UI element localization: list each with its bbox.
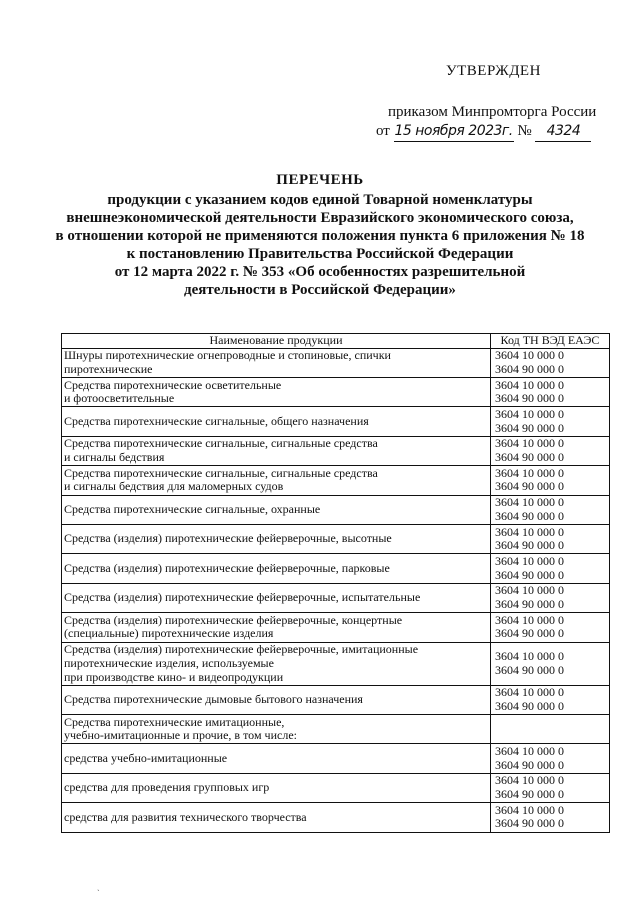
product-name-line: при производстве кино- и видеопродукции <box>64 669 284 684</box>
product-name-line: и сигналы бедствия <box>64 450 165 465</box>
table-row <box>62 715 610 744</box>
header-code: Код ТН ВЭД ЕАЭС <box>491 334 610 349</box>
product-name-cell <box>62 803 491 832</box>
handwritten-number: 4324 <box>535 122 591 142</box>
table-row <box>62 525 610 554</box>
tnved-code: 3604 90 000 0 <box>495 420 564 435</box>
title-line: в отношении которой не применяются положения пункта 6 приложения № 18 <box>55 228 585 244</box>
table-row <box>62 348 610 377</box>
number-prefix: № <box>517 123 532 139</box>
product-table <box>61 333 610 833</box>
product-name-cell <box>62 495 491 524</box>
code-cell <box>491 773 610 802</box>
product-name-line: Средства пиротехнические имитационные, <box>64 714 285 729</box>
code-cell <box>491 407 610 436</box>
code-cell <box>491 436 610 465</box>
handwritten-date: 15 ноября 2023г. <box>394 122 514 142</box>
product-name-cell <box>62 744 491 773</box>
tnved-code: 3604 10 000 0 <box>495 685 564 700</box>
product-name-cell <box>62 583 491 612</box>
title-line: деятельности в Российской Федерации» <box>184 282 456 298</box>
date-prefix: от <box>376 123 390 139</box>
table-row <box>62 744 610 773</box>
table-row <box>62 685 610 714</box>
table-row <box>62 378 610 407</box>
product-name-line: Средства пиротехнические осветительные <box>64 377 282 392</box>
title-line: внешнеэкономической деятельности Евразийского экономического союза, <box>66 210 574 226</box>
tnved-code: 3604 10 000 0 <box>495 377 564 392</box>
table-row <box>62 407 610 436</box>
code-cell <box>491 744 610 773</box>
table-row <box>62 583 610 612</box>
product-name-line: учебно-имитационные и прочие, в том числе: <box>64 728 297 743</box>
code-cell <box>491 378 610 407</box>
product-name-line: и фотоосветительные <box>64 391 175 406</box>
code-cell <box>491 495 610 524</box>
table-header-row <box>62 334 610 349</box>
table-row <box>62 554 610 583</box>
product-name-cell <box>62 407 491 436</box>
tnved-code: 3604 90 000 0 <box>495 757 564 772</box>
order-date-number <box>376 122 591 142</box>
product-name-line: Шнуры пиротехнические огнепроводные и стопиновые, спички <box>64 348 391 363</box>
product-name-line: средства для развития технического творчества <box>64 809 307 824</box>
tnved-code: 3604 90 000 0 <box>495 698 564 713</box>
product-name-cell <box>62 525 491 554</box>
tnved-code: 3604 10 000 0 <box>495 648 564 663</box>
tnved-code: 3604 10 000 0 <box>495 524 564 539</box>
tnved-code: 3604 90 000 0 <box>495 508 564 523</box>
tnved-code: 3604 10 000 0 <box>495 743 564 758</box>
product-name-cell <box>62 642 491 685</box>
tnved-code: 3604 10 000 0 <box>495 612 564 627</box>
tnved-code: 3604 90 000 0 <box>495 361 564 376</box>
tnved-code: 3604 90 000 0 <box>495 538 564 553</box>
tnved-code: 3604 90 000 0 <box>495 816 564 831</box>
product-name-line: Средства пиротехнические дымовые бытового назначения <box>64 692 363 707</box>
tnved-code: 3604 90 000 0 <box>495 479 564 494</box>
table-row <box>62 495 610 524</box>
header-product-name: Наименование продукции <box>62 334 491 349</box>
code-cell <box>491 583 610 612</box>
title-line: от 12 марта 2022 г. № 353 «Об особенностях разрешительной <box>114 264 526 280</box>
tnved-code: 3604 90 000 0 <box>495 662 564 677</box>
title-line: продукции с указанием кодов единой Товарной номенклатуры <box>107 192 533 208</box>
tnved-code: 3604 10 000 0 <box>495 465 564 480</box>
tnved-code: 3604 10 000 0 <box>495 495 564 510</box>
code-cell <box>491 348 610 377</box>
product-name-line: Средства пиротехнические сигнальные, общего назначения <box>64 413 369 428</box>
code-cell <box>491 525 610 554</box>
code-cell <box>491 642 610 685</box>
product-name-line: средства учебно-имитационные <box>64 750 228 765</box>
product-name-cell <box>62 466 491 495</box>
tnved-code: 3604 90 000 0 <box>495 626 564 641</box>
table-row <box>62 803 610 832</box>
product-name-line: Средства пиротехнические сигнальные, охранные <box>64 502 321 516</box>
table-row <box>62 642 610 685</box>
code-cell <box>491 803 610 832</box>
product-name-line: пиротехнические <box>64 361 153 376</box>
table-row <box>62 613 610 642</box>
scan-mark: ˎ <box>97 882 100 891</box>
product-name-cell <box>62 613 491 642</box>
code-cell <box>491 715 610 744</box>
tnved-code: 3604 10 000 0 <box>495 406 564 421</box>
document-title <box>40 171 600 299</box>
product-name-cell <box>62 685 491 714</box>
code-cell <box>491 685 610 714</box>
tnved-code: 3604 90 000 0 <box>495 391 564 406</box>
table-row <box>62 773 610 802</box>
order-line: приказом Минпромторга России <box>388 104 597 120</box>
product-name-line: Средства (изделия) пиротехнические фейерверочные, парковые <box>64 560 390 575</box>
product-name-cell <box>62 436 491 465</box>
product-name-line: (специальные) пиротехнические изделия <box>64 626 274 641</box>
product-name-line: Средства пиротехнические сигнальные, сигнальные средства <box>64 436 378 451</box>
code-cell <box>491 613 610 642</box>
code-cell <box>491 466 610 495</box>
product-name-cell <box>62 348 491 377</box>
title-heading: ПЕРЕЧЕНЬ <box>276 172 364 188</box>
tnved-code: 3604 90 000 0 <box>495 450 564 465</box>
tnved-code: 3604 10 000 0 <box>495 436 564 451</box>
table-row <box>62 436 610 465</box>
table-row <box>62 466 610 495</box>
tnved-code: 3604 10 000 0 <box>495 348 564 363</box>
product-name-cell <box>62 773 491 802</box>
product-name-line: средства для проведения групповых игр <box>64 780 270 795</box>
title-subtitle <box>40 191 600 299</box>
tnved-code: 3604 90 000 0 <box>495 597 564 612</box>
product-name-line: Средства пиротехнические сигнальные, сигнальные средства <box>64 465 378 480</box>
code-cell <box>491 554 610 583</box>
product-name-line: Средства (изделия) пиротехнические фейерверочные, концертные <box>64 612 403 627</box>
title-line: к постановлению Правительства Российской Федерации <box>126 246 514 262</box>
tnved-code: 3604 10 000 0 <box>495 773 564 788</box>
tnved-code: 3604 90 000 0 <box>495 567 564 582</box>
product-name-cell <box>62 554 491 583</box>
product-name-cell <box>62 378 491 407</box>
product-name-line: Средства (изделия) пиротехнические фейерверочные, высотные <box>64 531 392 546</box>
product-name-line: и сигналы бедствия для маломерных судов <box>64 479 284 494</box>
tnved-code: 3604 10 000 0 <box>495 553 564 568</box>
product-name-cell <box>62 715 491 744</box>
product-name-line: Средства (изделия) пиротехнические фейерверочные, имитационные <box>64 642 419 657</box>
tnved-code: 3604 90 000 0 <box>495 787 564 802</box>
tnved-code: 3604 10 000 0 <box>495 583 564 598</box>
tnved-code: 3604 10 000 0 <box>495 802 564 817</box>
product-name-line: пиротехнические изделия, используемые <box>64 655 274 670</box>
product-name-line: Средства (изделия) пиротехнические фейерверочные, испытательные <box>64 590 421 605</box>
approved-label: УТВЕРЖДЕН <box>446 63 541 79</box>
